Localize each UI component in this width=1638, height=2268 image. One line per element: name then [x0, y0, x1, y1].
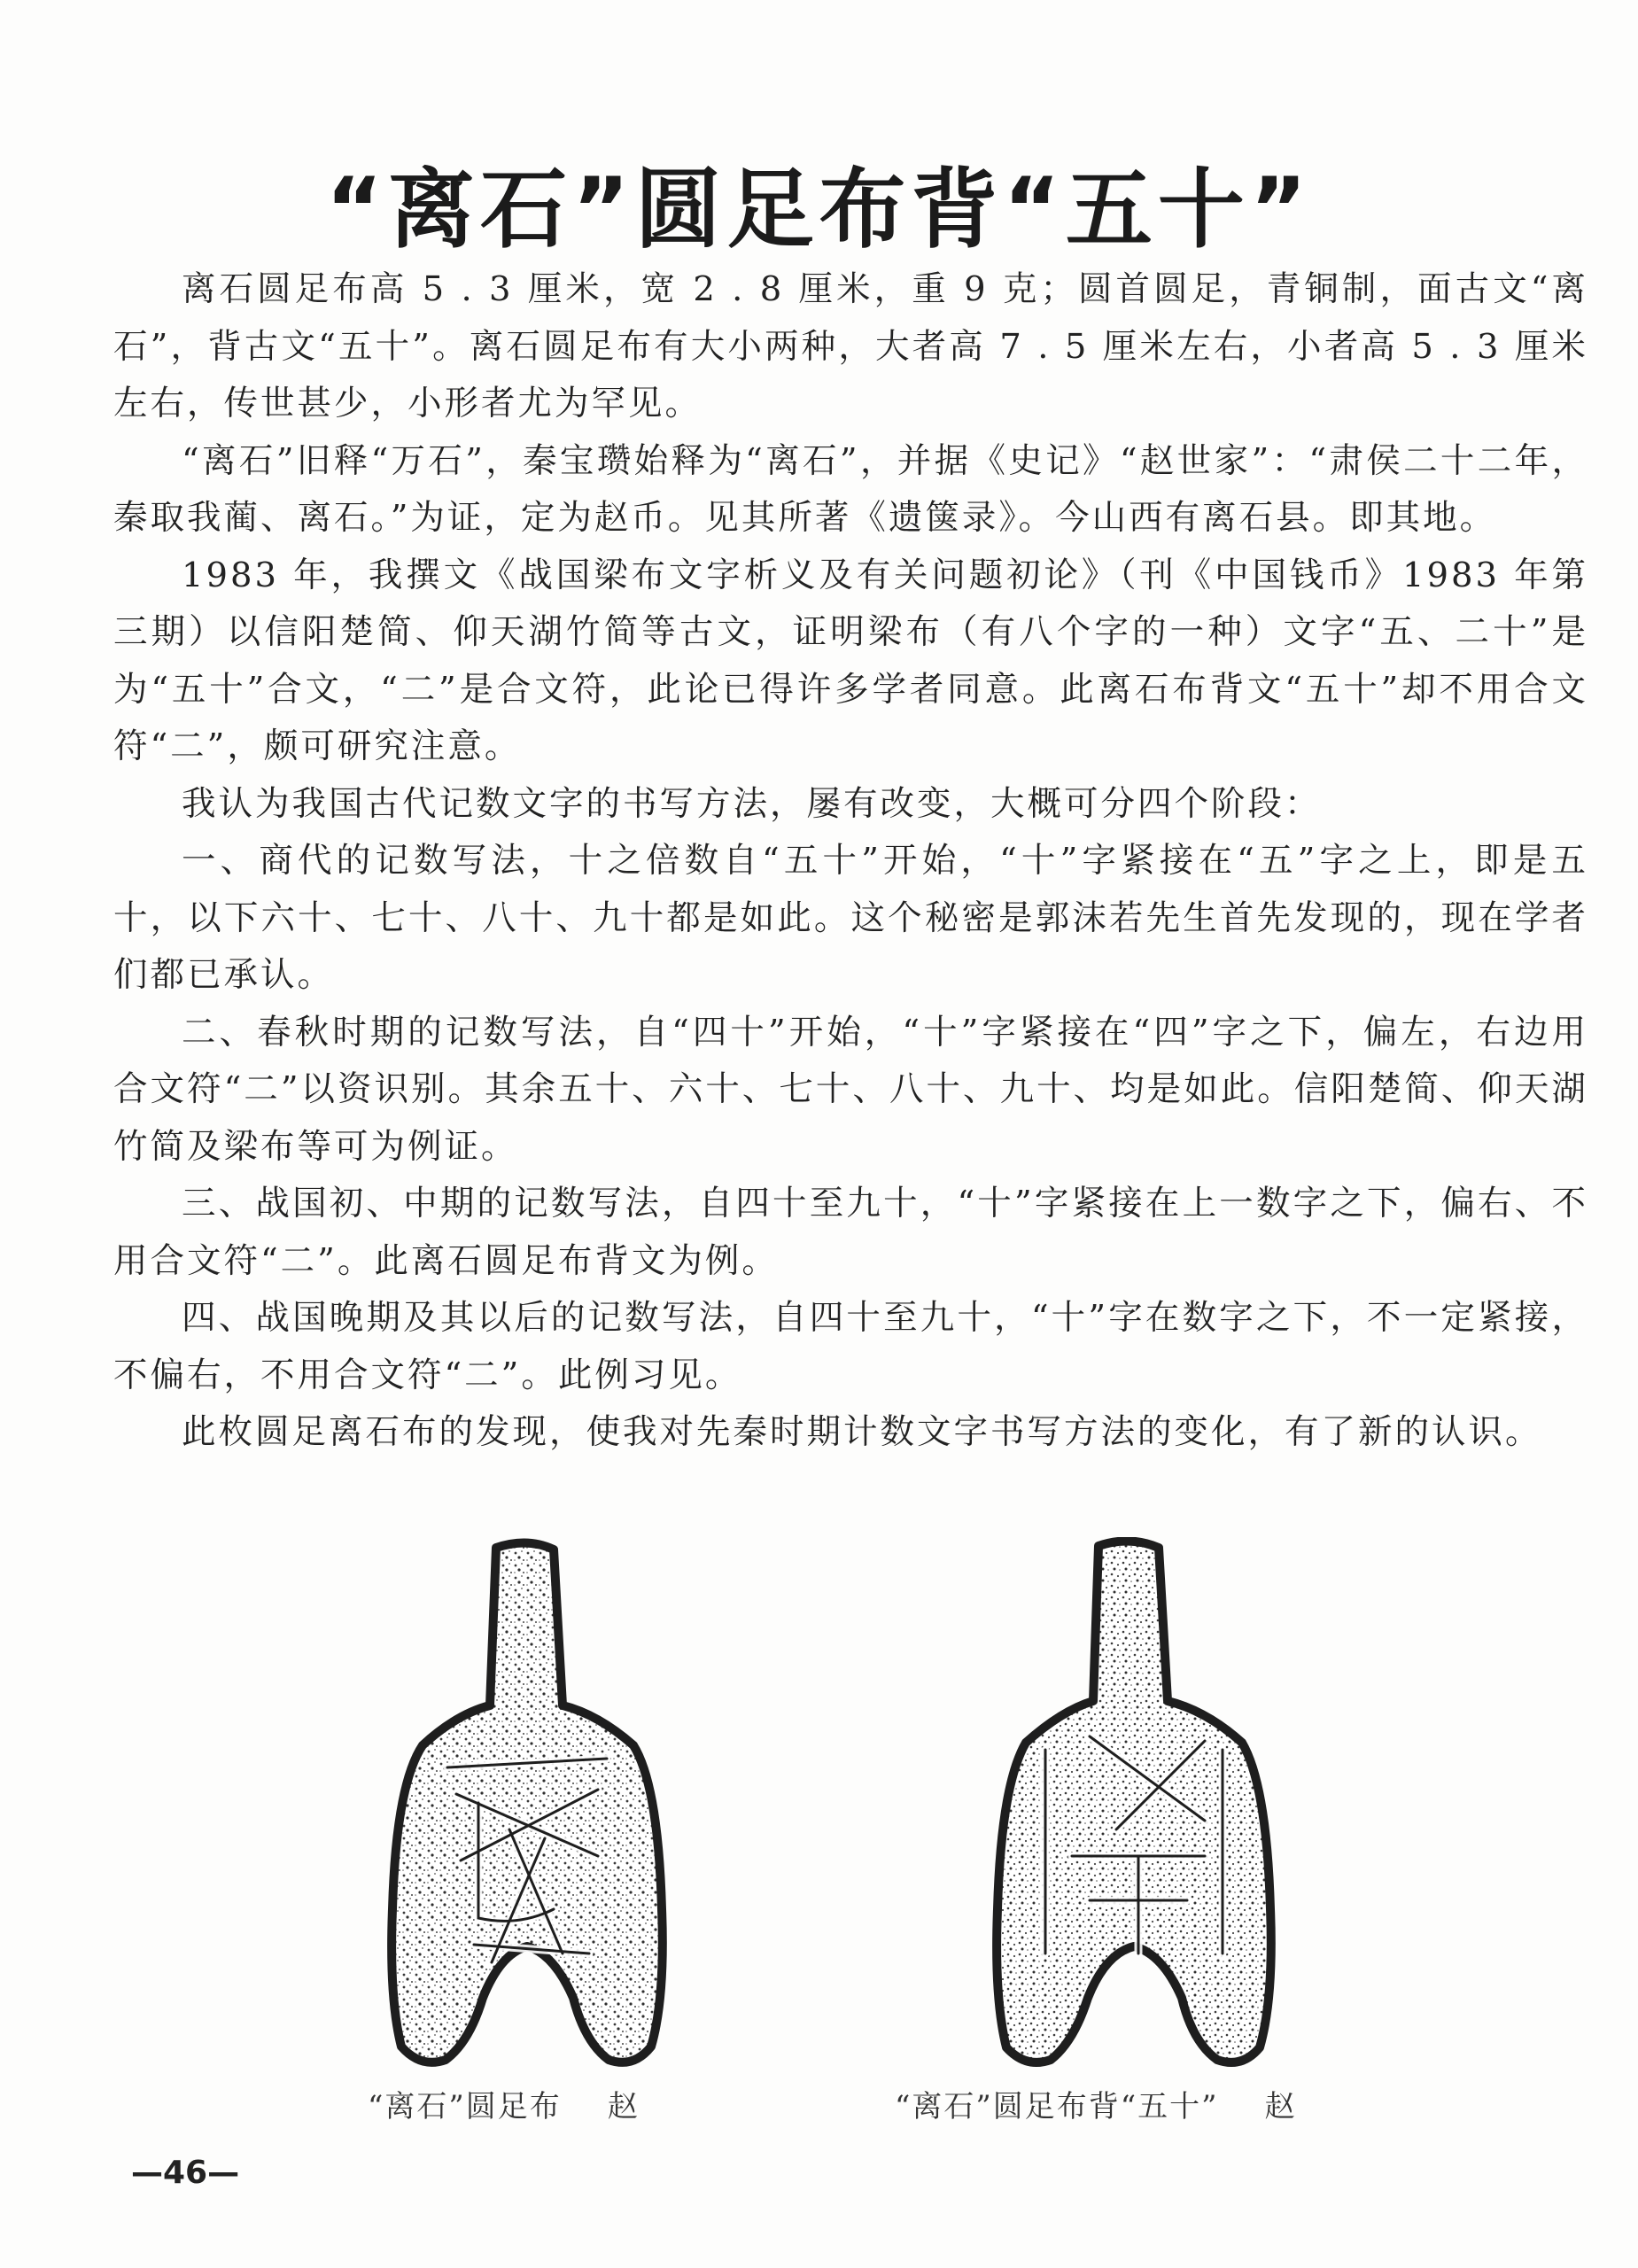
paragraph-6: 二、春秋时期的记数写法，自“四十”开始，“十”字紧接在“四”字之下，偏左，右边用合文符“二”以资识别。其余五十、六十、七十、八十、九十、均是如此。信阳楚简、仰天湖竹简及梁布等可为例证。: [113, 1012, 1588, 1167]
caption-name: “离石”圆足布: [368, 2089, 562, 2124]
paragraph-3: 1983 年，我撰文《战国梁布文字析义及有关问题初论》（刊《中国钱币》1983 年第三期）以信阳楚简、仰天湖竹简等古文，证明梁布（有八个字的一种）文字“五、二十”是为“五十”合文，“二”是合文符，此论已得许多学者同意。此离石布背文“五十”却不用合文符“二”，颇可研究注意。: [113, 555, 1588, 766]
paragraph-1: 离石圆足布高 5 . 3 厘米，宽 2 . 8 厘米，重 9 克；圆首圆足，青铜制，面古文“离石”，背古文“五十”。离石圆足布有大小两种，大者高 7 . 5 厘米左右，小者高 5 . 3 厘米左右，传世甚少，小形者尤为罕见。: [113, 269, 1588, 423]
paragraph-2: “离石”旧释“万石”，秦宝瓒始释为“离石”，并据《史记》“赵世家”：“肃侯二十二年，秦取我蔺、离石。”为证，定为赵币。见其所著《遗箧录》。今山西有离石县。即其地。: [113, 440, 1588, 538]
coin-obverse-image: [377, 1537, 678, 2073]
paragraph-7: 三、战国初、中期的记数写法，自四十至九十，“十”字紧接在上一数字之下，偏右、不用合文符“二”。此离石圆足布背文为例。: [113, 1184, 1588, 1281]
coin-reverse-rubbing: [983, 1537, 1285, 2073]
coin-outline: [392, 1542, 663, 2062]
caption-state: 赵: [607, 2089, 640, 2124]
page-number: —46—: [131, 2155, 240, 2191]
caption-state: 赵: [1264, 2089, 1297, 2124]
figure-caption-left: [368, 2082, 640, 2125]
paragraph-9: 此枚圆足离石布的发现，使我对先秦时期计数文字书写方法的变化，有了新的认识。: [182, 1412, 1542, 1452]
page-title: “离石”圆足布背“五十”: [325, 159, 1313, 260]
coin-reverse-image: [983, 1537, 1285, 2073]
coin-obverse-rubbing: [377, 1537, 678, 2073]
coin-outline: [997, 1541, 1271, 2062]
paragraph-5: 一、商代的记数写法，十之倍数自“五十”开始，“十”字紧接在“五”字之上，即是五十，以下六十、七十、八十、九十都是如此。这个秘密是郭沫若先生首先发现的，现在学者们都已承认。: [113, 841, 1588, 995]
paragraph-8: 四、战国晚期及其以后的记数写法，自四十至九十，“十”字在数字之下，不一定紧接，不偏右，不用合文符“二”。此例习见。: [113, 1298, 1588, 1395]
caption-name: “离石”圆足布背“五十”: [895, 2089, 1219, 2124]
paragraph-4: 我认为我国古代记数文字的书写方法，屡有改变，大概可分四个阶段：: [182, 783, 1322, 824]
article-body: [113, 261, 1588, 1462]
figure-caption-right: [895, 2082, 1297, 2125]
